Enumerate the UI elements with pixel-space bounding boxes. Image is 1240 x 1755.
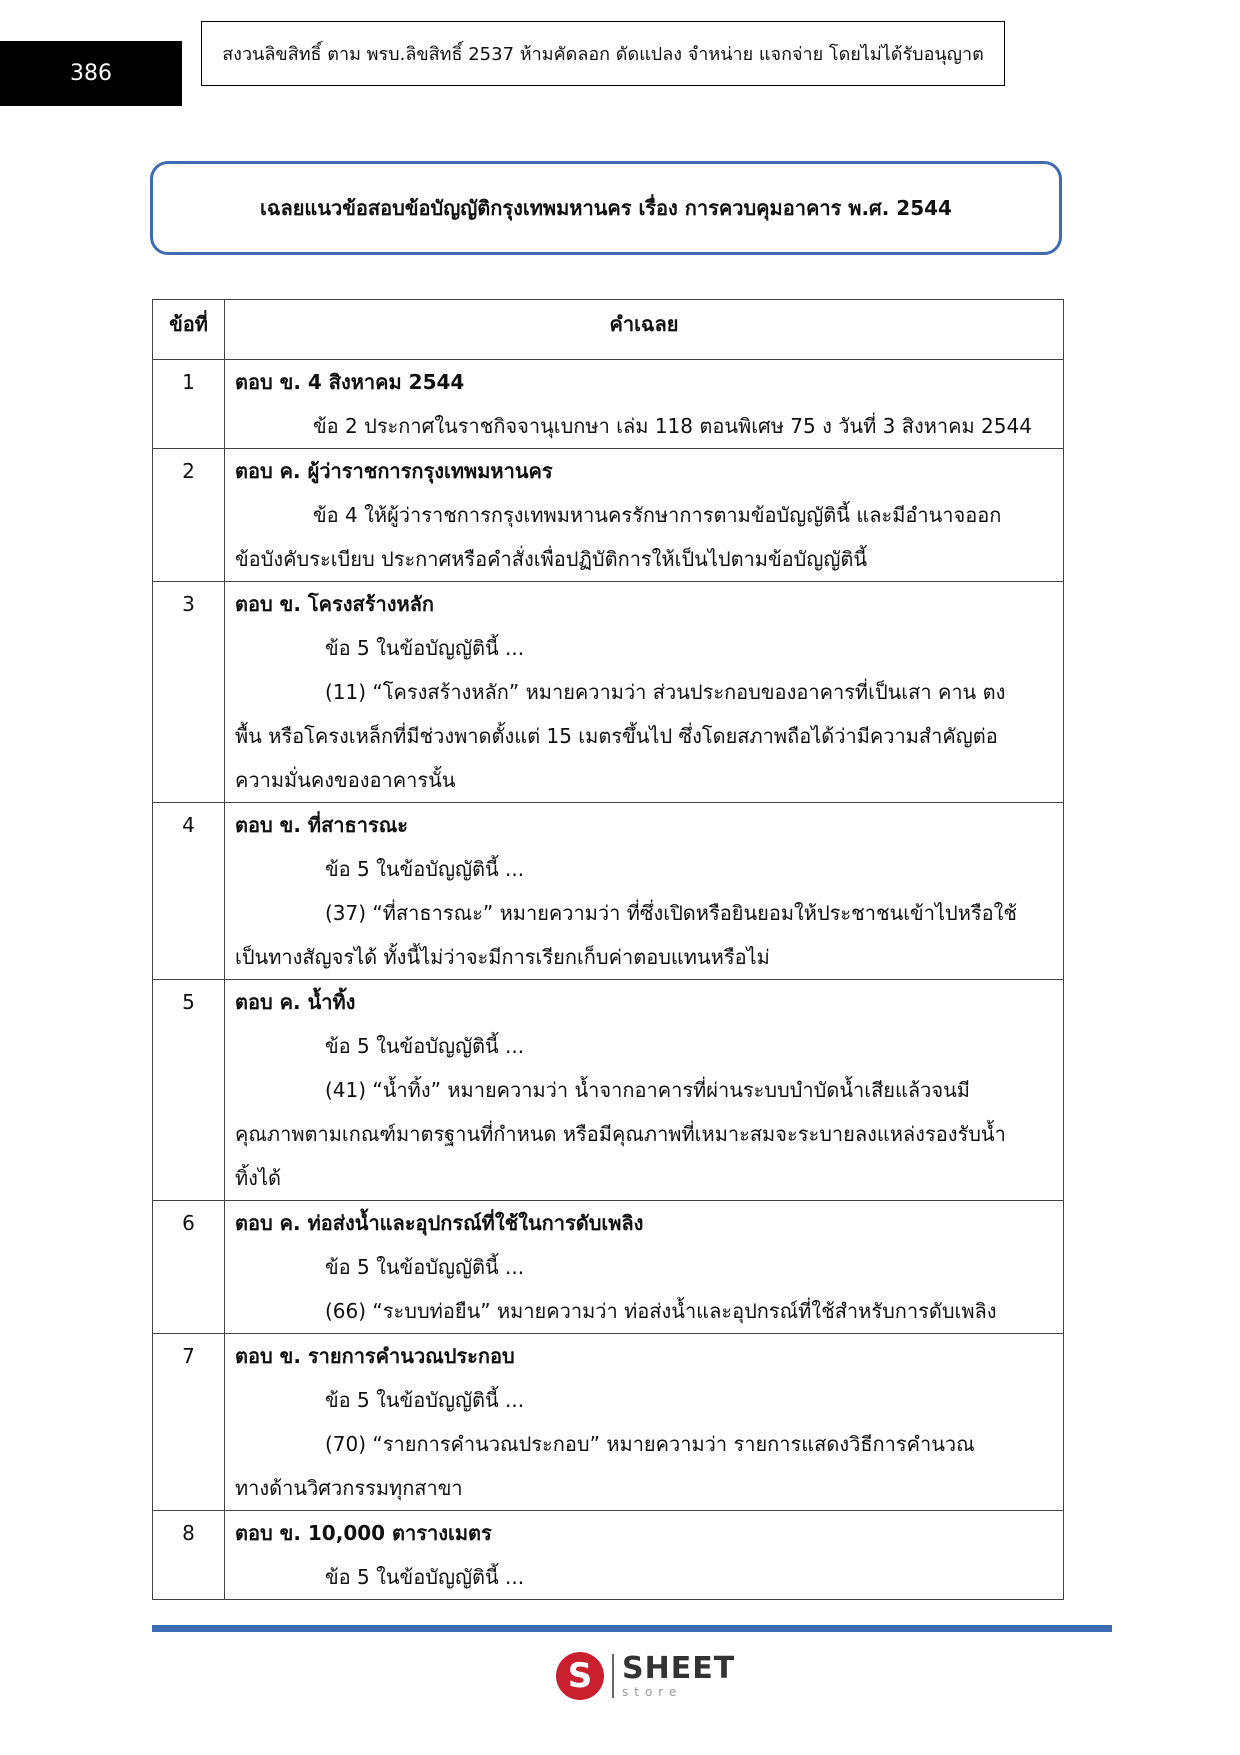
answer-choice: ตอบ ข. 10,000 ตารางเมตร [235,1521,492,1545]
answer-detail: เป็นทางสัญจรได้ ทั้งนี้ไม่ว่าจะมีการเรียกเก็บค่าตอบแทนหรือไม่ [235,945,770,969]
answer-detail: ข้อ 5 ในข้อบัญญัตินี้ ... [325,1565,525,1589]
question-number: 1 [153,360,225,449]
question-number: 4 [153,803,225,980]
answer-detail: ข้อ 4 ให้ผู้ว่าราชการกรุงเทพมหานครรักษาการตามข้อบัญญัตินี้ และมีอำนาจออก [313,503,1002,527]
column-header-number: ข้อที่ [153,300,225,360]
table-row [153,360,1064,449]
answer-choice: ตอบ ค. ท่อส่งน้ำและอุปกรณ์ที่ใช้ในการดับเพลิง [235,1211,644,1235]
table-row [153,449,1064,582]
column-header-answer: คำเฉลย [225,300,1064,360]
footer-rule [152,1625,1112,1632]
answer-detail: คุณภาพตามเกณฑ์มาตรฐานที่กำหนด หรือมีคุณภาพที่เหมาะสมจะระบายลงแหล่งรองรับน้ำ [235,1122,1006,1146]
table-row [153,1511,1064,1600]
answer-choice: ตอบ ค. น้ำทิ้ง [235,990,356,1014]
answer-cell [225,1201,1064,1334]
table-row [153,582,1064,803]
answer-detail: ข้อ 5 ในข้อบัญญัตินี้ ... [325,636,525,660]
answer-detail: (37) “ที่สาธารณะ” หมายความว่า ที่ซึ่งเปิดหรือยินยอมให้ประชาชนเข้าไปหรือใช้ [325,901,1017,925]
answer-detail: ทางด้านวิศวกรรมทุกสาขา [235,1476,463,1500]
answer-cell [225,1511,1064,1600]
answer-detail: ข้อ 5 ในข้อบัญญัตินี้ ... [325,1034,525,1058]
answer-detail: (66) “ระบบท่อยืน” หมายความว่า ท่อส่งน้ำและอุปกรณ์ที่ใช้สำหรับการดับเพลิง [325,1299,997,1323]
table-row [153,803,1064,980]
table-row [153,1334,1064,1511]
answer-detail: ข้อ 5 ในข้อบัญญัตินี้ ... [325,1388,525,1412]
question-number: 2 [153,449,225,582]
question-number: 3 [153,582,225,803]
answer-cell [225,803,1064,980]
sheet-store-logo [556,1648,735,1704]
answer-choice: ตอบ ค. ผู้ว่าราชการกรุงเทพมหานคร [235,459,553,483]
answer-choice: ตอบ ข. โครงสร้างหลัก [235,592,435,616]
question-number: 6 [153,1201,225,1334]
sheet-store-logo-icon: S [556,1652,604,1700]
answer-cell [225,980,1064,1201]
logo-subtitle: store [622,1685,683,1699]
answer-cell [225,360,1064,449]
answer-detail: (41) “น้ำทิ้ง” หมายความว่า น้ำจากอาคารที่ผ่านระบบบำบัดน้ำเสียแล้วจนมี [325,1078,970,1102]
logo-word: SHEET [622,1651,736,1686]
answer-detail: ข้อ 2 ประกาศในราชกิจจานุเบกษา เล่ม 118 ตอนพิเศษ 75 ง วันที่ 3 สิงหาคม 2544 [313,414,1032,438]
answer-detail: ทิ้งได้ [235,1166,281,1190]
table-row [153,1201,1064,1334]
answer-detail: พื้น หรือโครงเหล็กที่มีช่วงพาดตั้งแต่ 15 เมตรขึ้นไป ซึ่งโดยสภาพถือได้ว่ามีความสำคัญต่อ [235,724,998,748]
answer-detail: ความมั่นคงของอาคารนั้น [235,768,456,792]
question-number: 7 [153,1334,225,1511]
page-number: 386 [0,41,182,106]
table-header-row [153,300,1064,360]
answer-detail: ข้อ 5 ในข้อบัญญัตินี้ ... [325,857,525,881]
table-row [153,980,1064,1201]
answer-detail: ข้อบังคับระเบียบ ประกาศหรือคำสั่งเพื่อปฏิบัติการให้เป็นไปตามข้อบัญญัตินี้ [235,547,868,571]
answer-cell [225,449,1064,582]
answer-detail: ข้อ 5 ในข้อบัญญัตินี้ ... [325,1255,525,1279]
answer-cell [225,582,1064,803]
question-number: 8 [153,1511,225,1600]
answer-choice: ตอบ ข. 4 สิงหาคม 2544 [235,370,465,394]
logo-divider [612,1654,614,1698]
answer-choice: ตอบ ข. รายการคำนวณประกอบ [235,1344,515,1368]
answer-detail: (11) “โครงสร้างหลัก” หมายความว่า ส่วนประกอบของอาคารที่เป็นเสา คาน ตง [325,680,1006,704]
answer-choice: ตอบ ข. ที่สาธารณะ [235,813,408,837]
question-number: 5 [153,980,225,1201]
copyright-notice: สงวนลิขสิทธิ์ ตาม พรบ.ลิขสิทธิ์ 2537 ห้ามคัดลอก ดัดแปลง จำหน่าย แจกจ่าย โดยไม่ได้รับอนุญาต [201,21,1005,86]
answer-table [152,299,1064,1600]
document-title: เฉลยแนวข้อสอบข้อบัญญัติกรุงเทพมหานคร เรื่อง การควบคุมอาคาร พ.ศ. 2544 [150,161,1062,255]
logo-text [622,1651,736,1699]
answer-cell [225,1334,1064,1511]
answer-detail: (70) “รายการคำนวณประกอบ” หมายความว่า รายการแสดงวิธีการคำนวณ [325,1432,975,1456]
